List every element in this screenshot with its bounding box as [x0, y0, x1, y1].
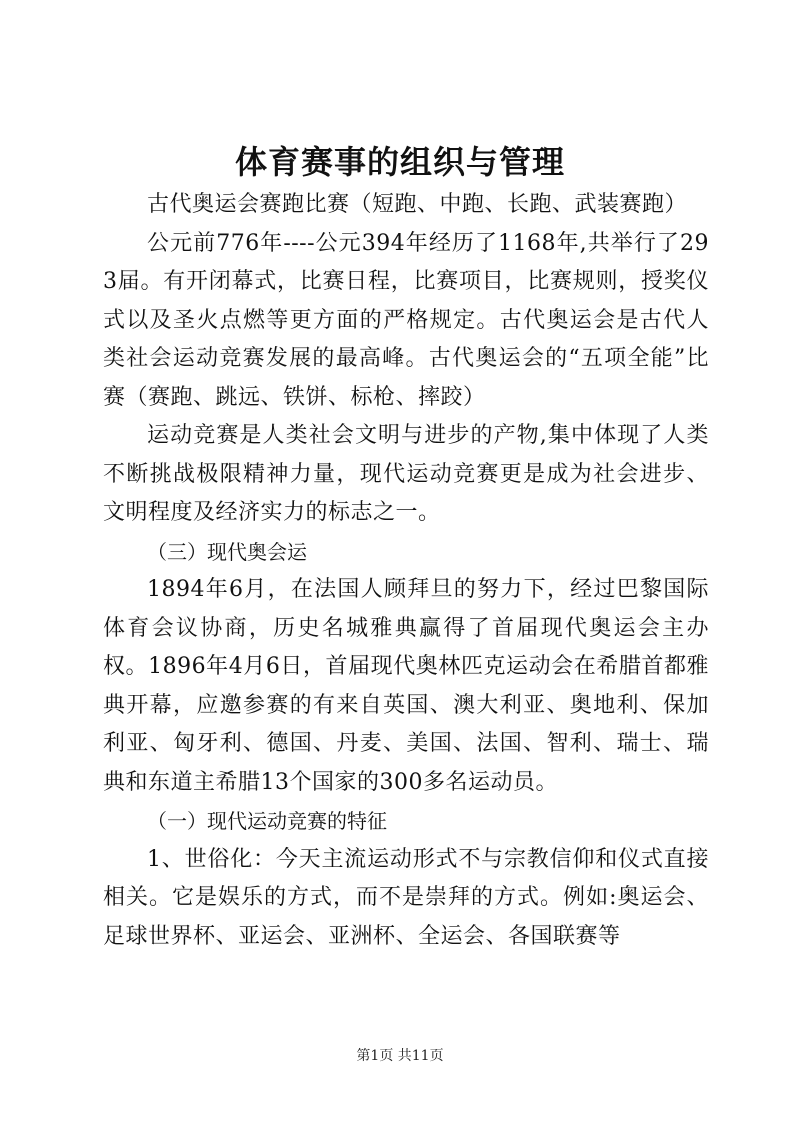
paragraph-competition-civilization: 运动竞赛是人类社会文明与进步的产物,集中体现了人类不断挑战极限精神力量，现代运动竞赛更是成为社会进步、文明程度及经济实力的标志之一。 — [103, 423, 709, 525]
paragraph-first-modern-olympics: 1894年6月，在法国人顾拜旦的努力下，经过巴黎国际体育会议协商，历史名城雅典赢得了首届现代奥运会主办权。1896年4月6日，首届现代奥林匹克运动会在希腊首都雅典开幕，应邀参赛的有来自英国、澳大利亚、奥地利、保加利亚、匈牙利、德国、丹麦、美国、法国、智利、瑞士、瑞典和东道主希腊13个国家的300多名运动员。 — [103, 577, 709, 795]
paragraph-ancient-olympics: 公元前776年----公元394年经历了1168年,共举行了293届。有开闭幕式，比赛日程，比赛项目，比赛规则，授奖仪式以及圣火点燃等更方面的严格规定。古代奥运会是古代人类社会运动竞赛发展的最高峰。古代奥运会的“五项全能”比赛（赛跑、跳远、铁饼、标枪、摔跤） — [103, 230, 709, 410]
section-heading-modern-olympics: （三）现代奥会运 — [147, 539, 307, 564]
section-heading-modern-features: （一）现代运动竞赛的特征 — [147, 809, 387, 833]
paragraph-secularization: 1、世俗化：今天主流运动形式不与宗教信仰和仪式直接相关。它是娱乐的方式，而不是崇拜的方式。例如:奥运会、足球世界杯、亚运会、亚洲杯、全运会、各国联赛等 — [103, 846, 709, 949]
page-footer: 第1页 共11页 — [356, 1048, 444, 1064]
paragraph-ancient-races: 古代奥运会赛跑比赛（短跑、中跑、长跑、武装赛跑） — [147, 192, 688, 217]
document-title: 体育赛事的组织与管理 — [234, 143, 565, 181]
document-body — [103, 186, 709, 956]
